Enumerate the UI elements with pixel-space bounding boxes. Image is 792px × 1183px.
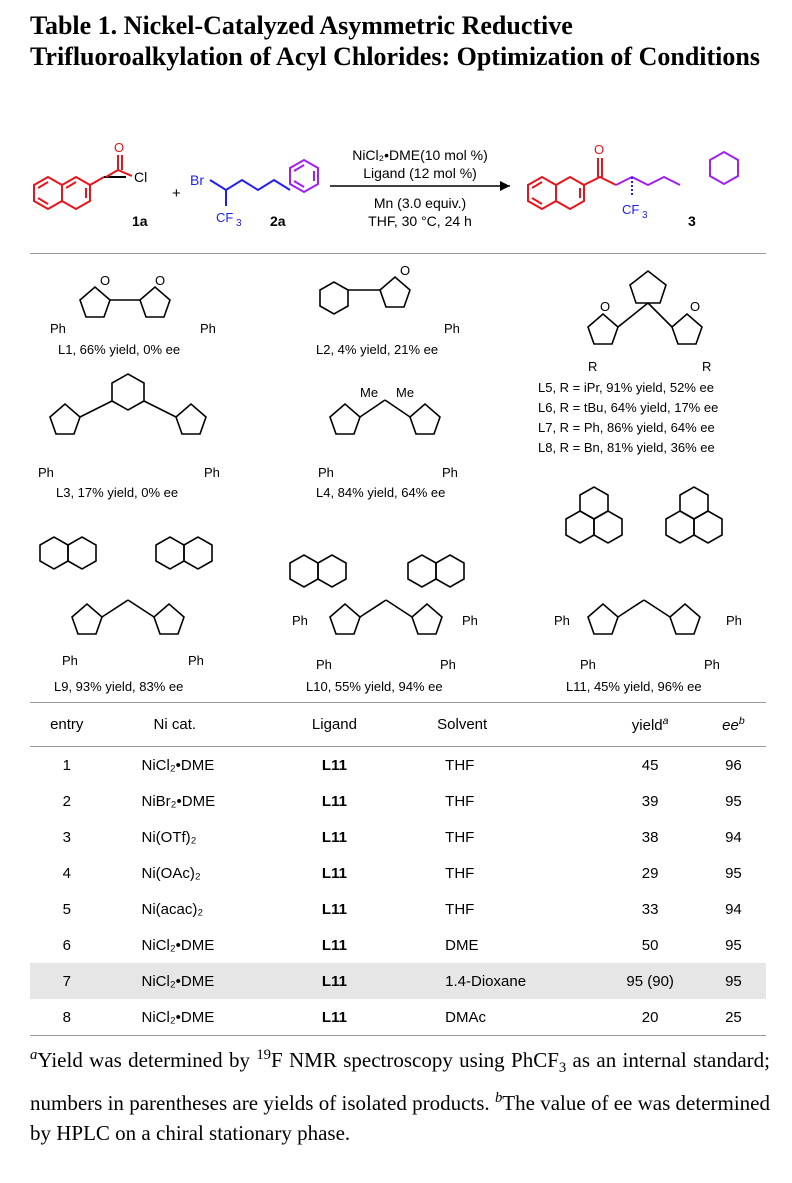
substrate-1a	[34, 177, 126, 209]
reaction-scheme	[0, 130, 792, 245]
o-atom-3: O	[594, 142, 605, 157]
substrate-2a	[190, 160, 318, 229]
ligand-L8-caption: L8, R = Bn, 81% yield, 36% ee	[538, 440, 715, 455]
col-ee: $ee^b$	[701, 702, 766, 747]
cell-ni: NiCl₂•DME	[141, 756, 215, 774]
cell-yield: 50	[641, 936, 659, 954]
acyl-bond	[106, 170, 132, 177]
cell-ee: 95	[725, 792, 742, 810]
table-row	[30, 783, 766, 819]
cell-entry: 1	[62, 756, 71, 774]
svg-text:Ph: Ph	[316, 657, 332, 672]
ligand-L9-caption: L9, 93% yield, 83% ee	[54, 679, 184, 694]
table-row	[30, 855, 766, 891]
cell-solvent: 1.4-Dioxane	[377, 963, 599, 999]
cell-solvent: THF	[445, 828, 475, 846]
cell-solvent: THF	[445, 756, 475, 774]
cell-solvent: DME	[445, 936, 479, 954]
ligand-L11-caption: L11, 45% yield, 96% ee	[566, 679, 702, 694]
cell-ee: 95	[725, 864, 742, 882]
ligand-panel	[0, 245, 792, 700]
ligand-L9-structure	[40, 537, 212, 634]
ligand-L10-caption: L10, 55% yield, 94% ee	[306, 679, 443, 694]
ligand-L3-structure	[50, 374, 206, 434]
svg-text:O: O	[690, 299, 701, 314]
svg-text:Ph: Ph	[38, 465, 54, 480]
cell-yield: 33	[641, 900, 659, 918]
svg-text:R: R	[702, 359, 712, 374]
svg-text:3: 3	[642, 210, 648, 221]
ligand-L1-structure	[80, 287, 170, 317]
svg-text:Ph: Ph	[554, 613, 570, 628]
table-header-row	[30, 702, 766, 747]
svg-text:Ph: Ph	[62, 653, 78, 668]
ligand-L10-structure	[290, 555, 464, 634]
svg-text:Ph: Ph	[440, 657, 456, 672]
plus-sign: +	[172, 185, 181, 202]
cell-yield: 20	[599, 999, 700, 1036]
condition-catalyst: NiCl₂•DME(10 mol %)	[352, 147, 488, 163]
svg-text:Ph: Ph	[580, 657, 596, 672]
cell-entry: 7	[30, 963, 104, 999]
cell-ligand: L11	[321, 828, 347, 846]
svg-text:Ph: Ph	[200, 321, 216, 336]
ligand-L7-caption: L7, R = Ph, 86% yield, 64% ee	[538, 420, 715, 435]
svg-text:Ph: Ph	[318, 465, 334, 480]
svg-text:Ph: Ph	[292, 613, 308, 628]
ligand-L2-structure	[320, 277, 410, 314]
col-ni-cat: Ni cat.	[104, 702, 292, 747]
cell-entry: 2	[62, 792, 71, 810]
cell-yield: 95 (90)	[599, 963, 700, 999]
col-solvent: Solvent	[377, 702, 599, 747]
cell-entry: 5	[62, 900, 71, 918]
svg-text:Me: Me	[360, 385, 379, 400]
cell-ligand: L11	[321, 864, 347, 882]
col-yield: yield$^a$	[599, 702, 700, 747]
table-row	[30, 819, 766, 855]
cell-ni: NiCl₂•DME	[141, 936, 215, 954]
cell-entry: 3	[62, 828, 71, 846]
cell-ni: NiCl₂•DME	[104, 999, 292, 1036]
cell-ni: Ni(OTf)₂	[141, 828, 197, 846]
col-ligand: Ligand	[292, 702, 377, 747]
cell-yield: 38	[641, 828, 659, 846]
svg-text:3: 3	[236, 218, 242, 229]
o-atom-1a: O	[114, 140, 125, 155]
svg-text:R: R	[588, 359, 598, 374]
cell-ligand: L11	[292, 963, 377, 999]
ligand-L3-caption: L3, 17% yield, 0% ee	[56, 485, 179, 500]
condition-reductant: Mn (3.0 equiv.)	[373, 195, 467, 211]
svg-text:Ph: Ph	[188, 653, 204, 668]
svg-text:CF: CF	[216, 210, 234, 225]
label-3: 3	[688, 213, 696, 229]
svg-text:Ph: Ph	[204, 465, 220, 480]
svg-text:Ph: Ph	[444, 321, 460, 336]
cell-yield: 39	[641, 792, 659, 810]
cell-yield: 45	[641, 756, 659, 774]
cell-ni: Ni(OAc)₂	[141, 864, 201, 882]
ligand-L2-caption: L2, 4% yield, 21% ee	[316, 342, 439, 357]
cell-ni: Ni(acac)₂	[141, 900, 204, 918]
optimization-table	[30, 702, 766, 1036]
cell-ligand: L11	[321, 900, 347, 918]
table-title: Table 1. Nickel-Catalyzed Asymmetric Reductive Trifluoroalkylation of Acyl Chlorides: Optimization of Conditions	[30, 11, 760, 71]
condition-solvent: THF, 30 °C, 24 h	[368, 213, 472, 229]
cell-ee: 25	[701, 999, 766, 1036]
condition-ligand: Ligand (12 mol %)	[363, 165, 477, 181]
cf3-product: CF	[622, 202, 640, 217]
product-3	[528, 152, 738, 209]
label-2a: 2a	[270, 213, 286, 229]
cell-ee: 94	[725, 900, 742, 918]
ligand-L1-caption: L1, 66% yield, 0% ee	[58, 342, 181, 357]
cell-ee: 96	[725, 756, 742, 774]
ligand-L11-structure	[566, 487, 722, 634]
cell-solvent: THF	[445, 792, 475, 810]
table-footnotes: $^a$Yield was determined by $^{19}$F NMR spectroscopy using PhCF$_3$ as an internal standard; numbers in parentheses are yields of isolated products. $^b$The value of ee was determined by HPLC on a chiral stationary phase.	[30, 1047, 770, 1146]
cell-ligand: L11	[321, 756, 347, 774]
cell-solvent: DMAc	[377, 999, 599, 1036]
svg-text:Br: Br	[190, 172, 204, 188]
table-row	[30, 999, 766, 1036]
col-entry: entry	[30, 702, 104, 747]
svg-text:Me: Me	[396, 385, 415, 400]
cell-ee: 95	[725, 936, 742, 954]
cell-entry: 6	[62, 936, 71, 954]
cell-ee: 94	[725, 828, 742, 846]
table-row	[30, 747, 766, 784]
svg-text:O: O	[600, 299, 611, 314]
cell-yield: 29	[641, 864, 659, 882]
label-1a: 1a	[132, 213, 148, 229]
svg-text:Ph: Ph	[726, 613, 742, 628]
cell-ni: NiCl₂•DME	[104, 963, 292, 999]
cell-solvent: THF	[445, 900, 475, 918]
ligand-L4-caption: L4, 84% yield, 64% ee	[316, 485, 446, 500]
cell-ligand: L11	[321, 792, 347, 810]
cell-solvent: THF	[445, 864, 475, 882]
svg-text:O: O	[100, 273, 111, 288]
cell-ni: NiBr₂•DME	[141, 792, 216, 810]
table-row	[30, 927, 766, 963]
cell-ee: 95	[701, 963, 766, 999]
svg-text:O: O	[400, 263, 411, 278]
svg-text:O: O	[155, 273, 166, 288]
ligand-L6-caption: L6, R = tBu, 64% yield, 17% ee	[538, 400, 719, 415]
svg-text:Ph: Ph	[442, 465, 458, 480]
table-row	[30, 963, 766, 999]
table-row	[30, 891, 766, 927]
ligand-L4-structure	[330, 400, 440, 434]
ligand-L5-caption: L5, R = iPr, 91% yield, 52% ee	[538, 380, 714, 395]
svg-text:Ph: Ph	[50, 321, 66, 336]
cell-ligand: L11	[292, 999, 377, 1036]
svg-text:Ph: Ph	[704, 657, 720, 672]
cell-entry: 4	[62, 864, 71, 882]
cell-ligand: L11	[321, 936, 347, 954]
cell-entry: 8	[30, 999, 104, 1036]
svg-text:Ph: Ph	[462, 613, 478, 628]
cl-atom: Cl	[134, 169, 148, 185]
